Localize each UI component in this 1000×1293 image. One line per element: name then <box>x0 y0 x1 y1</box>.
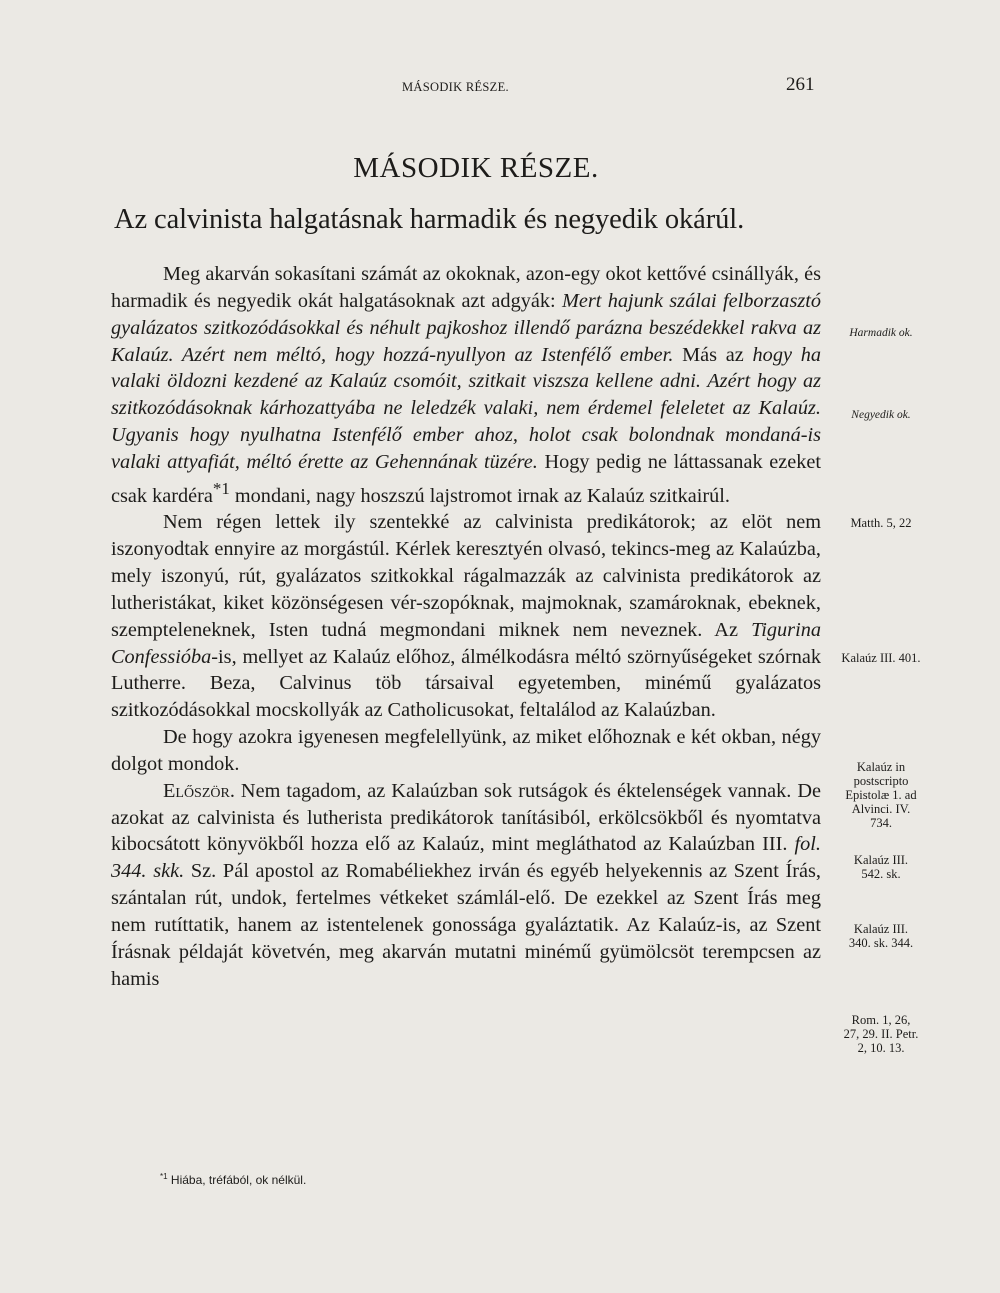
margin-note-kalauz-401: Kalaúz III. 401. <box>841 651 921 665</box>
margin-note-rom: Rom. 1, 26, 27, 29. II. Petr. 2, 10. 13. <box>843 1013 919 1055</box>
running-head: MÁSODIK RÉSZE. <box>402 80 509 94</box>
chapter-title: MÁSODIK RÉSZE. <box>353 152 599 184</box>
page-number: 261 <box>786 74 815 95</box>
paragraph-3: De hogy azokra igyenesen megfelellyünk, az miket előhoznak e két okban, négy dolgot mondok. <box>111 726 821 775</box>
paragraph-1: Meg akarván sokasítani számát az okoknak, azon-egy okot kettővé csinállyák, és harmadik és negyedik okát halgatásoknak azt adgyák: Mert hajunk szálai felborzasztó gyalázatos szitkozódásokkal és néhult pajkoshoz illendő parázna beszédekkel rakva az Kalaúz. Azért nem méltó, hogy hozzá-nyullyon az Istenfélő ember. Más az hogy ha valaki öldozni kezdené az Kalaúz csomóit, szitkait viszsza kellene adni. Azért hogy az szitkozódásoknak kárhozattyába ne leledzék valaki, nem érdemel feleletet az Kalaúz. Ugyanis hogy nyulhatna Istenfélő ember ahoz, holot csak bolondnak mondaná-is valaki attyafiát, méltó érette az Gehennának tüzére. Hogy pedig ne láttassanak ezeket csak kardéra$^{*1}$ mondani, nagy hoszszú lajstromot irnak az Kalaúz szitkairúl. <box>111 263 821 507</box>
margin-note-kalauz-340: Kalaúz III. 340. sk. 344. <box>848 922 914 950</box>
section-title: Az calvinista halgatásnak harmadik és negyedik okárúl. <box>114 204 745 235</box>
paragraph-4: Először. Nem tagadom, az Kalaúzban sok rutságok és éktelenségek vannak. De azokat az calvinista és lutherista predikátorok tanításiból, erkölcsökből és nyomtatva kibocsátott könyvökből hozza elő az Kalaúz, mint megláthatod az Kalaúzban III. fol. 344. skk. Sz. Pál apostol az Romabéliekhez irván és egyéb helyekennis az Szent Írás, szántalan rút, undok, fertelmes vétkeket számlál-elő. De ezekkel az Szent Írás meg nem rutíttatik, hanem az istentelenek gonossága gyaláztatik. Az Kalaúz-is, az Szent Írásnak példaját követvén, meg akarván mutatni minémű gyümölcsöt terempcsen az hamis <box>111 779 821 990</box>
margin-note-negyedik: Negyedik ok. <box>851 409 911 421</box>
margin-note-kalauz-in: Kalaúz in postscripto Epistolæ 1. ad Alvinci. IV. 734. <box>845 760 917 830</box>
body-text <box>111 261 821 993</box>
margin-note-kalauz-542: Kalaúz III. 542. sk. <box>853 853 909 881</box>
margin-note-matth: Matth. 5, 22 <box>850 516 912 530</box>
paragraph-2: Nem régen lettek ily szentekké az calvinista predikátorok; az elöt nem iszonyodtak ennyire az morgástúl. Kérlek keresztyén olvasó, tekincs-meg az Kalaúzba, mely iszonyú, rút, gyalázatos szitkokkal rágalmazzák az calvinista predikátorok az lutheristákat, kiket közönségesen vér-szopóknak, majmoknak, szamároknak, ebeknek, szempteleneknek, Isten tudná megmondani miknek nem neveznek. Az Tigurina Confessióba-is, mellyet az Kalaúz előhoz, álmélkodásra méltó szörnyűségeket szórnak Lutherre. Beza, Calvinus töb társaival egyetemben, minémű gyalázatos szitkozódásokkal mocskollyák az Catholicusokat, feltalálod az Kalaúzban. <box>111 511 821 722</box>
margin-note-harmadik: Harmadik ok. <box>849 327 913 339</box>
footnote: $^{*1}$ Hiába, tréfából, ok nélkül. <box>160 1172 307 1187</box>
footnote-ref: *1 <box>212 478 230 498</box>
footnote-marker: *1 <box>160 1172 168 1181</box>
